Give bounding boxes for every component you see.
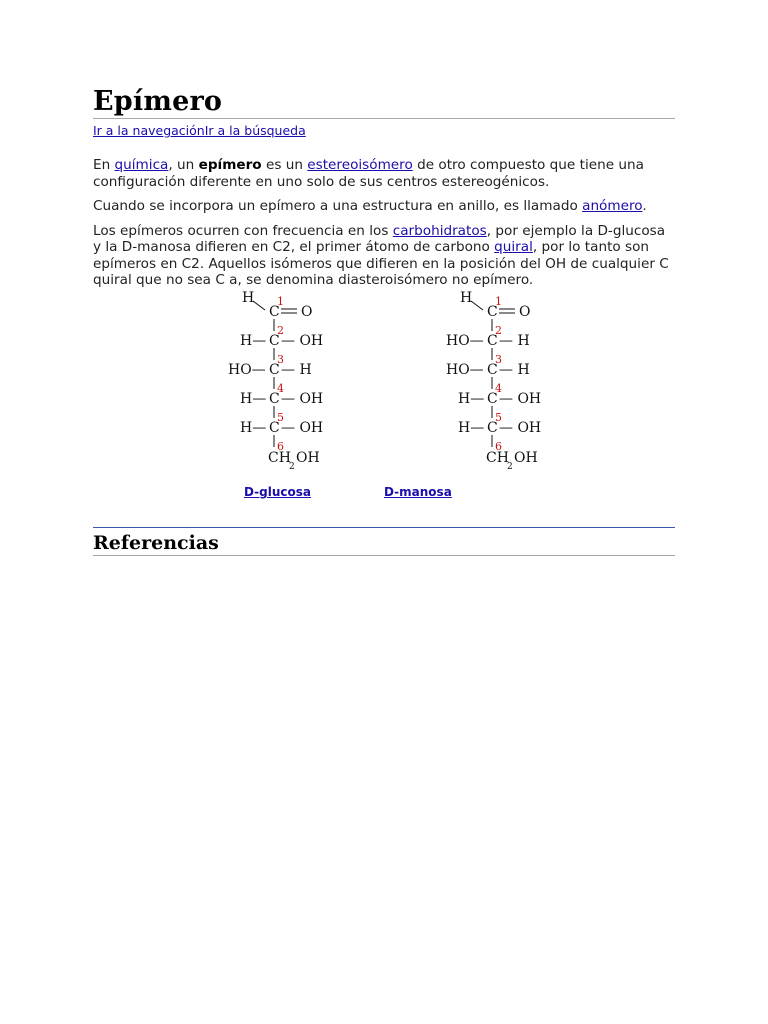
c3-right: — H [281, 362, 312, 378]
c6-ch: CH [486, 450, 509, 466]
carbon-5: C [269, 420, 280, 436]
bond [471, 301, 483, 310]
carbon-3: C [487, 362, 498, 378]
text: En [93, 157, 115, 173]
carbon-number-1: 1 [277, 295, 284, 308]
goto-search-link[interactable]: Ir a la búsqueda [204, 123, 306, 138]
carbonyl-o: O [519, 304, 531, 320]
c5-left: H— [458, 420, 485, 436]
page-title: Epímero [93, 86, 223, 117]
glucose-caption [244, 485, 311, 499]
c6-ch: CH [268, 450, 291, 466]
c5-right: — OH [281, 420, 324, 436]
text: Cuando se incorpora un epímero a una estructura en anillo, es llamado [93, 198, 583, 214]
c2-right: — OH [281, 333, 324, 349]
c4-right: — OH [281, 391, 324, 407]
carbon-number-3: 3 [495, 353, 502, 366]
text: , por lo tanto son epímeros en C2. Aquellos isómeros que difieren en la posición del OH de cualquier C quiral que no sea C a, se denomina diasteroisómero no epímero. [93, 239, 669, 288]
mannose-structure [439, 289, 579, 474]
term-epimero: epímero [198, 157, 262, 173]
carbon-number-1: 1 [495, 295, 502, 308]
link-anomero[interactable]: anómero [582, 198, 643, 214]
c3-right: — H [499, 362, 530, 378]
carbon-number-5: 5 [495, 411, 502, 424]
carbon-number-4: 4 [495, 382, 502, 395]
carbon-3: C [269, 362, 280, 378]
c2-left: H— [240, 333, 267, 349]
c6-subscript: 2 [289, 462, 295, 472]
c5-left: H— [240, 420, 267, 436]
carbon-4: C [487, 391, 498, 407]
aldehyde-h: H [242, 290, 255, 306]
text: Los epímeros ocurren con frecuencia en los [93, 222, 393, 239]
text: , un [168, 157, 199, 173]
carbon-5: C [487, 420, 498, 436]
carbon-number-3: 3 [277, 353, 284, 366]
section-divider [93, 555, 675, 556]
carbon-2: C [269, 333, 280, 349]
c2-right: — H [499, 333, 530, 349]
text: , por ejemplo la D-glucosa y la D-manosa difieren en C2, el primer átomo de carbono [93, 222, 666, 255]
goto-navigation-link[interactable]: Ir a la navegación [93, 123, 205, 138]
carbon-2: C [487, 333, 498, 349]
c6-subscript: 2 [507, 462, 513, 472]
references-section [93, 527, 675, 556]
carbon-number-6: 6 [495, 440, 502, 453]
bond [253, 301, 265, 310]
carbon-4: C [269, 391, 280, 407]
carbon-number-6: 6 [277, 440, 284, 453]
carbon-number-2: 2 [277, 324, 284, 337]
link-quimica[interactable]: química [114, 157, 169, 173]
carbonyl-o: O [301, 304, 313, 320]
glucose-structure [221, 289, 361, 474]
aldehyde-h: H [460, 290, 473, 306]
c2-left: HO— [446, 333, 484, 349]
c6-oh: OH [296, 450, 320, 466]
carbon-1: C [269, 304, 280, 320]
anomer-paragraph [93, 198, 675, 215]
carbon-number-5: 5 [277, 411, 284, 424]
text: de otro compuesto que tiene una configuración diferente en uno solo de sus centros estereogénicos. [93, 157, 644, 190]
references-heading: Referencias [93, 532, 219, 554]
intro-paragraph [93, 157, 675, 190]
link-carbohidratos[interactable]: carbohidratos [392, 222, 487, 239]
skip-links [93, 123, 675, 139]
c5-right: — OH [499, 420, 542, 436]
section-divider-top [93, 527, 675, 528]
link-d-manosa[interactable]: D-manosa [384, 485, 452, 499]
carbon-number-4: 4 [277, 382, 284, 395]
example-paragraph [93, 223, 675, 289]
article [93, 86, 675, 554]
title-divider [93, 118, 675, 119]
c4-left: H— [458, 391, 485, 407]
c4-left: H— [240, 391, 267, 407]
c6-oh: OH [514, 450, 538, 466]
carbon-number-2: 2 [495, 324, 502, 337]
text: . [642, 198, 647, 214]
mannose-caption [384, 485, 452, 499]
link-d-glucosa[interactable]: D-glucosa [244, 485, 312, 499]
text: es un [261, 157, 308, 173]
link-quiral[interactable]: quiral [494, 239, 533, 255]
c4-right: — OH [499, 391, 542, 407]
c3-left: HO— [446, 362, 484, 378]
link-estereoisomero[interactable]: estereoisómero [307, 157, 413, 173]
c3-left: HO— [228, 362, 266, 378]
carbon-1: C [487, 304, 498, 320]
epimer-figure [93, 289, 675, 504]
